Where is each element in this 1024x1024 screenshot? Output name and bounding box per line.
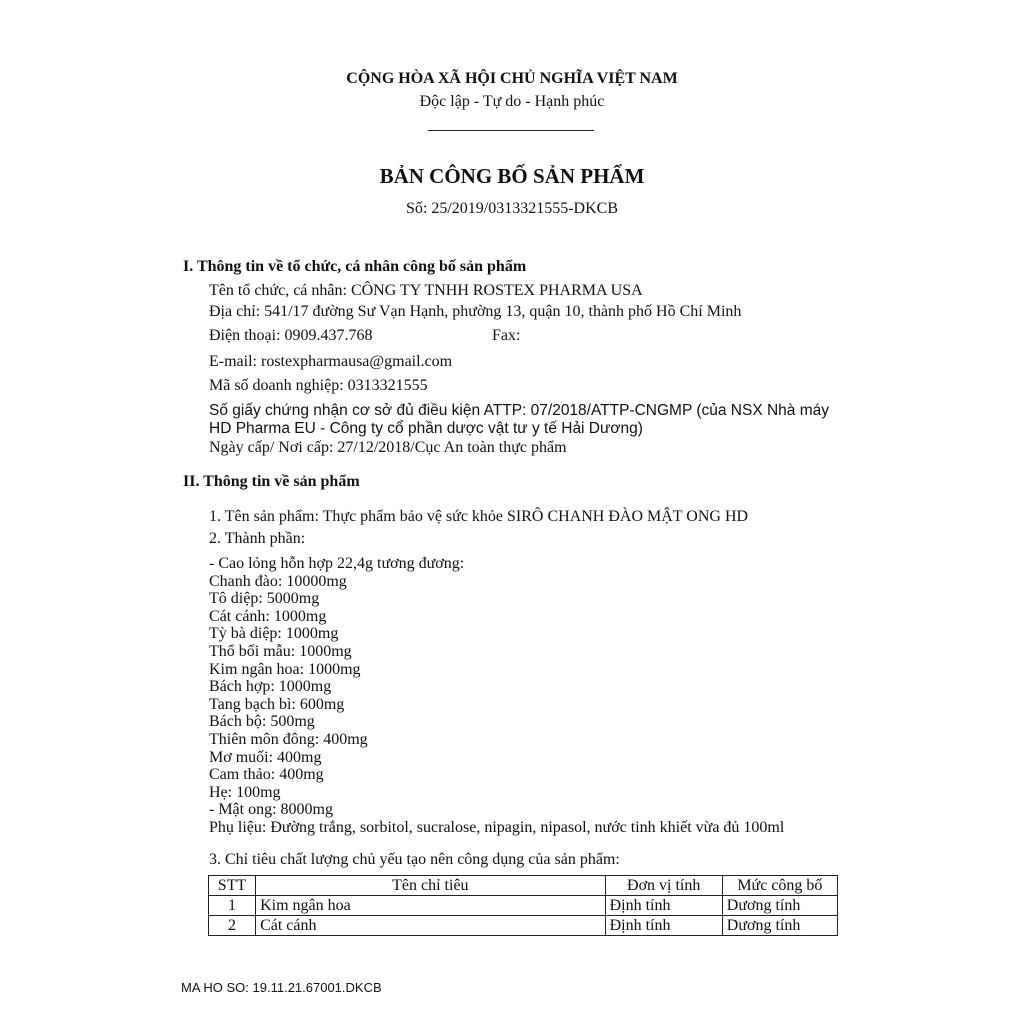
ingredient-item: Kim ngân hoa: 1000mg xyxy=(209,660,361,678)
certificate-line-1: Số giấy chứng nhận cơ sở đủ điều kiện ATTP: 07/2018/ATTP-CNGMP (của NSX Nhà máy xyxy=(209,402,829,419)
cell-stt: 2 xyxy=(209,916,256,936)
quality-criteria-table xyxy=(208,875,838,936)
ingredient-item: Tô diệp: 5000mg xyxy=(209,590,320,608)
cell-criteria-name: Cát cánh xyxy=(256,916,606,936)
quality-criteria-label: 3. Chỉ tiêu chất lượng chủ yếu tạo nên công dụng của sản phẩm: xyxy=(209,851,620,868)
ingredient-item: Hẹ: 100mg xyxy=(209,783,281,801)
ingredient-item: Chanh đào: 10000mg xyxy=(209,572,347,590)
section-2-heading: II. Thông tin về sản phẩm xyxy=(183,473,360,490)
cell-declared-level: Dương tính xyxy=(722,916,837,936)
ingredient-item: Mơ muối: 400mg xyxy=(209,748,322,766)
ingredient-item: Cát cánh: 1000mg xyxy=(209,607,327,625)
section-1-heading: I. Thông tin về tổ chức, cá nhân công bố sản phẩm xyxy=(183,258,527,275)
org-name-line: Tên tổ chức, cá nhân: CÔNG TY TNHH ROSTEX PHARMA USA xyxy=(209,282,643,299)
cell-unit: Định tính xyxy=(605,916,722,936)
address-line: Địa chỉ: 541/17 đường Sư Vạn Hạnh, phường 13, quận 10, thành phố Hồ Chí Minh xyxy=(209,303,742,320)
phone-line: Điện thoại: 0909.437.768 xyxy=(209,327,373,344)
ingredient-item: Bách bộ: 500mg xyxy=(209,713,315,731)
ingredient-item: Tỳ bà diệp: 1000mg xyxy=(209,625,339,643)
document-number: Số: 25/2019/0313321555-DKCB xyxy=(405,200,618,217)
document-title: BẢN CÔNG BỐ SẢN PHẨM xyxy=(379,164,645,188)
header-stt: STT xyxy=(209,876,256,896)
table-row xyxy=(209,916,838,936)
email-line: E-mail: rostexpharmausa@gmail.com xyxy=(209,353,453,370)
cell-declared-level: Dương tính xyxy=(722,896,837,916)
issue-line: Ngày cấp/ Nơi cấp: 27/12/2018/Cục An toàn thực phẩm xyxy=(209,439,567,456)
composition-label: 2. Thành phần: xyxy=(209,530,306,547)
excipients-line: Phụ liệu: Đường trắng, sorbitol, sucralose, nipagin, nipasol, nước tinh khiết vừa đủ 100ml xyxy=(209,818,785,836)
product-name-line: 1. Tên sản phẩm: Thực phẩm bảo vệ sức khỏe SIRÔ CHANH ĐÀO MẬT ONG HD xyxy=(209,508,749,525)
table-header-row xyxy=(209,876,838,896)
ingredient-item: Tang bạch bì: 600mg xyxy=(209,695,345,713)
header-criteria-name: Tên chỉ tiêu xyxy=(256,876,606,896)
header-unit: Đơn vị tính xyxy=(605,876,722,896)
business-code-line: Mã số doanh nghiệp: 0313321555 xyxy=(209,377,428,394)
certificate-line-2: HD Pharma EU - Công ty cổ phần dược vật tư y tế Hải Dương) xyxy=(209,420,643,437)
ingredient-item: Thiên môn đông: 400mg xyxy=(209,730,368,748)
fax-line: Fax: xyxy=(492,327,521,344)
cell-criteria-name: Kim ngân hoa xyxy=(256,896,606,916)
ingredient-item: - Mật ong: 8000mg xyxy=(209,801,333,819)
table-row xyxy=(209,896,838,916)
ingredient-item: Thổ bối mẫu: 1000mg xyxy=(209,642,352,660)
record-code: MA HO SO: 19.11.21.67001.DKCB xyxy=(181,980,382,995)
national-motto: Độc lập - Tự do - Hạnh phúc xyxy=(419,93,605,110)
header-declared-level: Mức công bố xyxy=(722,876,837,896)
ingredient-item: Bách hợp: 1000mg xyxy=(209,678,332,696)
cell-stt: 1 xyxy=(209,896,256,916)
cell-unit: Định tính xyxy=(605,896,722,916)
ingredient-list xyxy=(209,555,784,837)
header-divider xyxy=(428,130,594,131)
national-title: CỘNG HÒA XÃ HỘI CHỦ NGHĨA VIỆT NAM xyxy=(346,70,678,87)
ingredient-item: - Cao lỏng hỗn hợp 22,4g tương đương: xyxy=(209,555,465,572)
ingredient-item: Cam thảo: 400mg xyxy=(209,766,324,784)
